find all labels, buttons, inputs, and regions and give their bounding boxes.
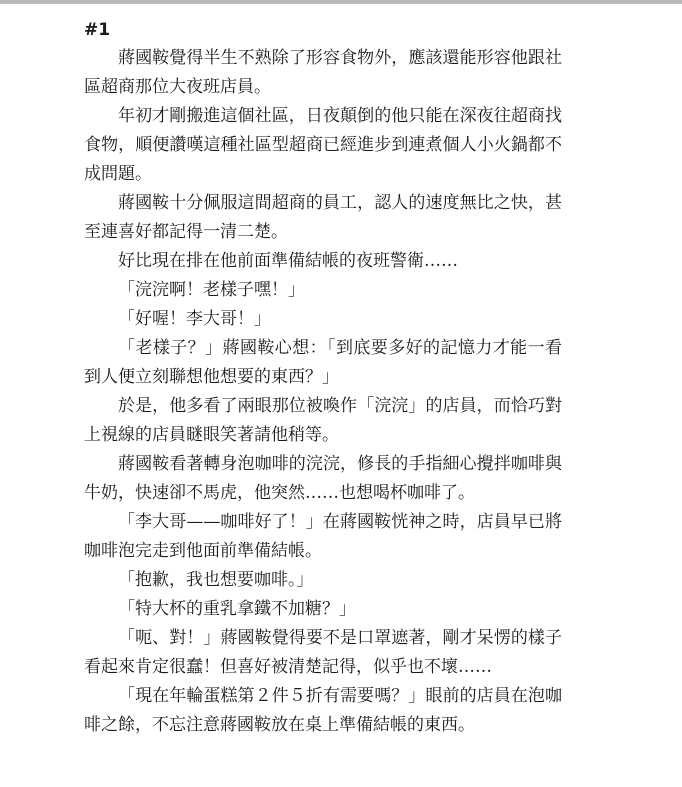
paragraph: 蔣國鞍看著轉身泡咖啡的浣浣，修長的手指細心攪拌咖啡與牛奶，快速卻不馬虎，他突然……也想喝杯咖啡了。: [84, 454, 562, 503]
paragraph: 蔣國鞍覺得半生不熟除了形容食物外，應該還能形容他跟社區超商那位大夜班店員。: [84, 48, 562, 97]
paragraph: 於是，他多看了兩眼那位被喚作「浣浣」的店員，而恰巧對上視線的店員瞇眼笑著請他稍等。: [84, 396, 562, 445]
paragraph: 好比現在排在他前面準備結帳的夜班警衛……: [118, 251, 458, 271]
paragraph: 「浣浣啊！老樣子嘿！」: [118, 280, 305, 300]
paragraph: 「特大杯的重乳拿鐵不加糖？」: [118, 599, 356, 619]
paragraph: 「現在年輪蛋糕第２件５折有需要嗎？」眼前的店員在泡咖啡之餘，不忘注意蔣國鞍放在桌上準備結帳的東西。: [84, 686, 562, 735]
paragraph: 「好喔！李大哥！」: [118, 309, 271, 329]
paragraph: 年初才剛搬進這個社區，日夜顛倒的他只能在深夜往超商找食物，順便讚嘆這種社區型超商已經進步到連煮個人小火鍋都不成問題。: [84, 106, 562, 184]
chapter-heading: #1: [84, 20, 111, 40]
paragraph: 「老樣子？」蔣國鞍心想：「到底要多好的記憶力才能一看到人便立刻聯想他想要的東西？」: [84, 338, 562, 387]
paragraph: 「抱歉，我也想要咖啡。」: [118, 570, 314, 590]
paragraph: 「呃、對！」蔣國鞍覺得要不是口罩遮著，剛才呆愣的樣子看起來肯定很蠢！但喜好被清楚記得，似乎也不壞……: [84, 628, 562, 677]
paragraph: 「李大哥——咖啡好了！」在蔣國鞍恍神之時，店員早已將咖啡泡完走到他面前準備結帳。: [84, 512, 562, 561]
paragraph: 蔣國鞍十分佩服這間超商的員工，認人的速度無比之快，甚至連喜好都記得一清二楚。: [84, 193, 562, 242]
document-body: [84, 44, 562, 740]
